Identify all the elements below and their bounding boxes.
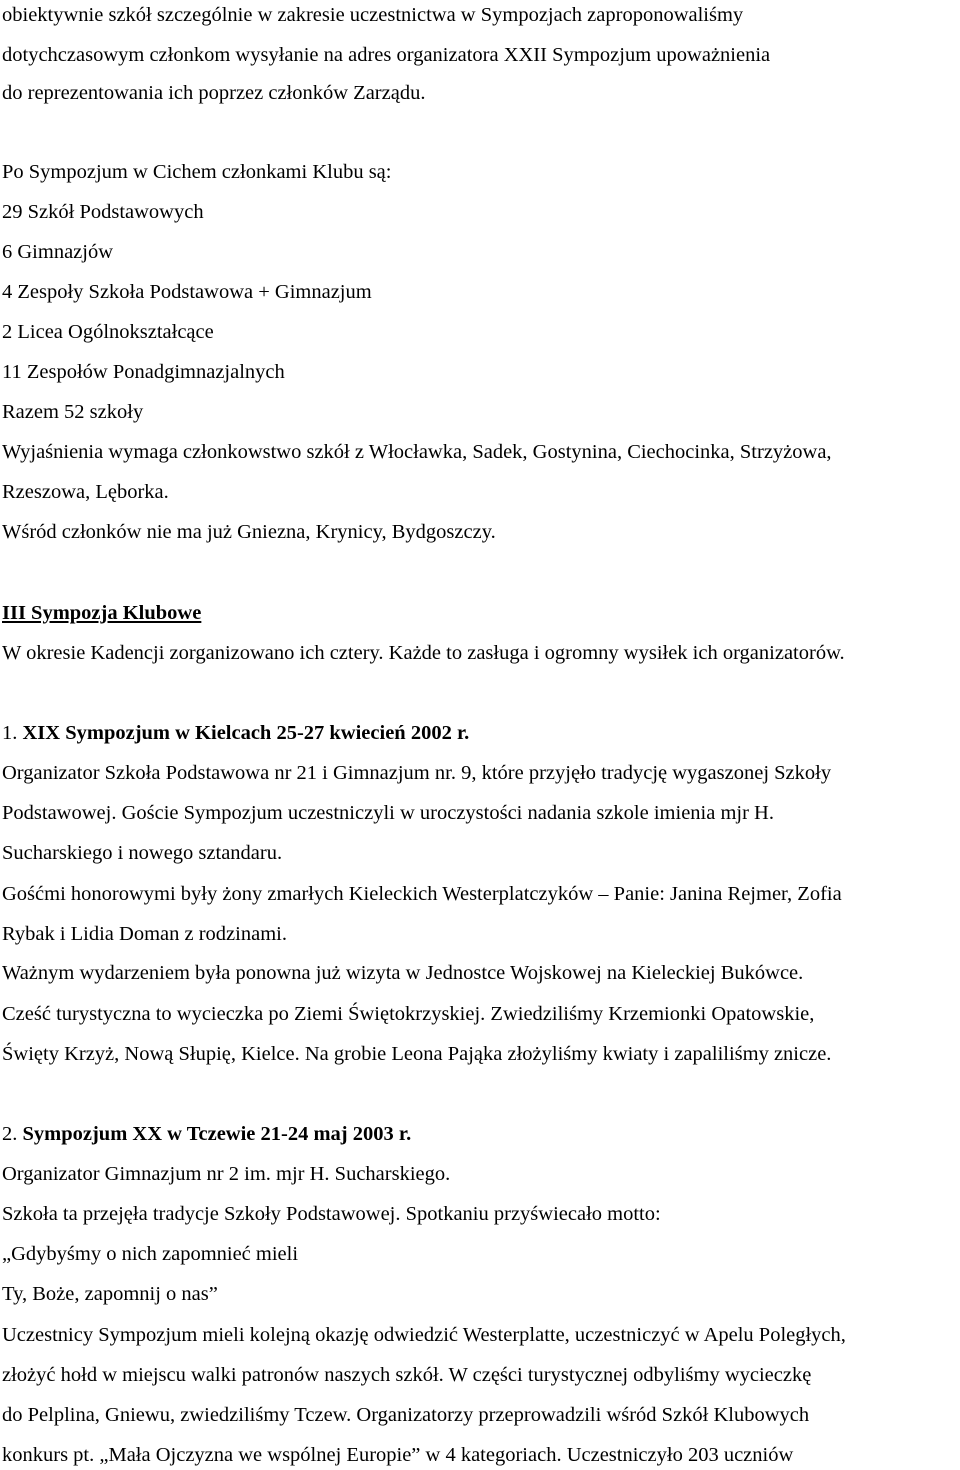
- symposium-heading: [2, 1121, 411, 1147]
- paragraph-line: Ważnym wydarzeniem była ponowna już wizyta w Jednostce Wojskowej na Kieleckiej Bukówce.: [2, 962, 804, 984]
- quote-line: Ty, Boże, zapomnij o nas”: [2, 1283, 218, 1305]
- paragraph-line: konkurs pt. „Mała Ojczyzna we wspólnej Europie” w 4 kategoriach. Uczestniczyło 203 uczniów: [2, 1444, 794, 1466]
- paragraph-line: Uczestnicy Sympozjum mieli kolejną okazję odwiedzić Westerplatte, uczestniczyć w Apelu Poległych,: [2, 1324, 846, 1346]
- paragraph-line: Organizator Szkoła Podstawowa nr 21 i Gimnazjum nr. 9, które przyjęło tradycję wygaszonej Szkoły: [2, 762, 832, 784]
- paragraph-line: Święty Krzyż, Nową Słupię, Kielce. Na grobie Leona Pająka złożyliśmy kwiaty i zapaliliśmy znicze.: [2, 1043, 832, 1065]
- paragraph-line: złożyć hołd w miejscu walki patronów naszych szkół. W części turystycznej odbyliśmy wycieczkę: [2, 1364, 812, 1386]
- paragraph-line: Szkoła ta przejęła tradycje Szkoły Podstawowej. Spotkaniu przyświecało motto:: [2, 1203, 661, 1225]
- member-item: 11 Zespołów Ponadgimnazjalnych: [2, 361, 285, 383]
- member-item: 2 Licea Ogólnokształcące: [2, 321, 214, 343]
- section-title: III Sympozja Klubowe: [2, 602, 202, 624]
- paragraph-line: do Pelplina, Gniewu, zwiedziliśmy Tczew. Organizatorzy przeprowadzili wśród Szkół Klubowych: [2, 1404, 810, 1426]
- quote-line: „Gdybyśmy o nich zapomnieć mieli: [2, 1243, 299, 1265]
- symposium-heading: [2, 720, 469, 746]
- paragraph-line: Cześć turystyczna to wycieczka po Ziemi Świętokrzyskiej. Zwiedziliśmy Krzemionki Opatowskie,: [2, 1003, 815, 1025]
- paragraph-line: Wyjaśnienia wymaga członkowstwo szkół z Włocławka, Sadek, Gostynina, Ciechocinka, Strzyżowa,: [2, 441, 832, 463]
- paragraph-line: obiektywnie szkół szczególnie w zakresie uczestnictwa w Sympozjach zaproponowaliśmy: [2, 4, 744, 26]
- paragraph-line: W okresie Kadencji zorganizowano ich cztery. Każde to zasługa i ogromny wysiłek ich organizatorów.: [2, 642, 845, 664]
- member-item: 4 Zespoły Szkoła Podstawowa + Gimnazjum: [2, 281, 372, 303]
- symposium-number: 2.: [2, 1123, 23, 1145]
- symposium-number: 1.: [2, 722, 23, 744]
- paragraph-line: Sucharskiego i nowego sztandaru.: [2, 842, 283, 864]
- paragraph-line: Podstawowej. Goście Sympozjum uczestniczyli w uroczystości nadania szkole imienia mjr H.: [2, 802, 774, 824]
- member-item: 29 Szkół Podstawowych: [2, 201, 204, 223]
- paragraph-line: Wśród członków nie ma już Gniezna, Krynicy, Bydgoszczy.: [2, 521, 496, 543]
- paragraph-line: Rzeszowa, Lęborka.: [2, 481, 169, 503]
- paragraph-line: Rybak i Lidia Doman z rodzinami.: [2, 923, 287, 945]
- paragraph-line: Gośćmi honorowymi były żony zmarłych Kieleckich Westerplatczyków – Panie: Janina Rejmer, Zofia: [2, 883, 842, 905]
- member-item: 6 Gimnazjów: [2, 241, 114, 263]
- paragraph-line: dotychczasowym członkom wysyłanie na adres organizatora XXII Sympozjum upoważnienia: [2, 44, 771, 66]
- member-total: Razem 52 szkoły: [2, 401, 144, 423]
- paragraph-line: Organizator Gimnazjum nr 2 im. mjr H. Sucharskiego.: [2, 1163, 451, 1185]
- symposium-title: XIX Sympozjum w Kielcach 25-27 kwiecień 2002 r.: [22, 722, 470, 744]
- symposium-title: Sympozjum XX w Tczewie 21-24 maj 2003 r.: [22, 1123, 412, 1145]
- paragraph-line: do reprezentowania ich poprzez członków Zarządu.: [2, 82, 426, 104]
- members-heading: Po Sympozjum w Cichem członkami Klubu są:: [2, 161, 392, 183]
